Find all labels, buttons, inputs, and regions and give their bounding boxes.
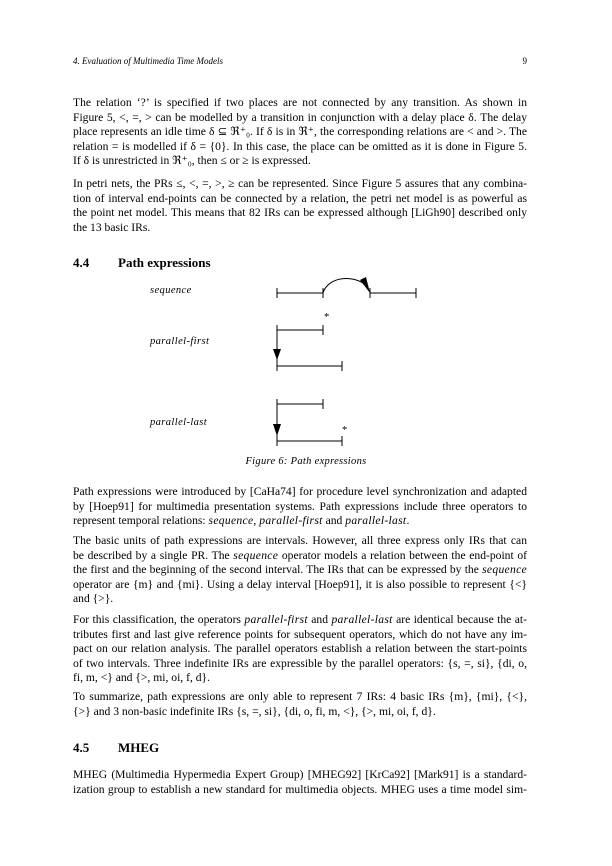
figure-caption: Figure 6: Path expressions	[245, 456, 367, 467]
asterisk-marker-first: *	[324, 312, 330, 323]
text-line	[73, 549, 527, 564]
text-line	[73, 613, 527, 628]
text-line	[73, 563, 527, 578]
chapter-title: 4. Evaluation of Multimedia Time Models	[73, 56, 223, 66]
paragraph-summary	[73, 690, 527, 719]
parallel-last-diagram	[277, 399, 342, 446]
text-span: the first and the beginning of the second interval. The IRs that can be expressed by the	[73, 563, 483, 577]
text-line: the point net model. This means that 82 IRs can be expressed although [LiGh90] described only	[73, 206, 527, 220]
text-span: For this classification, the operators	[73, 613, 245, 626]
arrow-head-icon	[360, 277, 370, 293]
paragraph-mheg	[73, 768, 527, 797]
text-line: place represents an idle time δ ⊆ ℜ⁺₀. If δ is in ℜ⁺, the corresponding relations are < and >. The	[73, 125, 527, 139]
text-line: of two intervals. Three indefinite IRs are expressible by the parallel operators: {s, =, si}, {di, o,	[73, 656, 527, 670]
section-number: 4.5	[73, 740, 90, 755]
text-line: Path expressions were introduced by [CaHa74] for procedure level synchronization and adapted	[73, 485, 527, 498]
term-sequence: sequence	[482, 563, 527, 577]
section-heading-4-5	[73, 740, 159, 756]
text-span: operator models a relation between the end-point of	[278, 548, 527, 562]
paragraph-basic-units	[73, 534, 527, 607]
text-line: To summarize, path expressions are only able to represent 7 IRs: 4 basic IRs {m}, {mi}, {<},	[73, 690, 527, 703]
text-span: and	[322, 514, 346, 528]
section-number: 4.4	[73, 255, 90, 270]
text-line: tion of interval end-points can be connected by a relation, the petri net model is as powerful as	[73, 191, 527, 205]
term-sequence: sequence	[208, 514, 254, 528]
text-line: ization group to establish a new standard for multimedia objects. MHEG uses a time model sim-	[73, 782, 527, 796]
text-line: by [Hoep91] for multimedia presentation systems. Path expressions include three operators to	[73, 499, 527, 513]
paragraph-path-expressions-intro	[73, 485, 527, 529]
term-parallel-first: parallel-first	[259, 514, 323, 528]
term-parallel-last: parallel-last	[345, 514, 407, 528]
text-line	[73, 514, 527, 529]
term-parallel-last: parallel-last	[331, 613, 393, 626]
figure-label-sequence: sequence	[150, 285, 192, 296]
text-line: The basic units of path expressions are intervals. However, all three express only IRs that can	[73, 534, 527, 547]
text-line: If δ is unrestricted in ℜ⁺₀, then ≤ or ≥ is expressed.	[73, 154, 311, 168]
text-line: the 13 basic IRs.	[73, 220, 151, 234]
text-line: The relation ‘?’ is specified if two places are not connected by any transition. As shown in	[73, 96, 527, 109]
text-line: relation = is modelled if δ = {0}. In this case, the place can be omitted as it is done in Figure 5.	[73, 139, 527, 153]
text-line: Figure 5, <, =, > can be modelled by a transition in conjunction with a delay place δ. The delay	[73, 110, 527, 124]
text-line: {>} and 3 non-basic indefinite IRs {s, =, si}, {di, o, fi, m, <}, {>, mi, oi, f, d}.	[73, 704, 436, 718]
text-line: pact on our relation analysis. The parallel operators establish a relation between the start-points	[73, 642, 527, 656]
asterisk-marker-last: *	[342, 425, 348, 436]
text-line: In petri nets, the PRs ≤, <, =, >, ≥ can be represented. Since Figure 5 assures that any combina-	[73, 177, 527, 190]
text-span: and	[307, 613, 332, 626]
term-parallel-first: parallel-first	[244, 613, 308, 626]
text-line: and {>}.	[73, 592, 114, 606]
figure-label-parallel-first: parallel-first	[150, 336, 210, 347]
term-sequence: sequence	[233, 548, 279, 562]
parallel-first-diagram	[277, 325, 342, 371]
text-span: are identical because the at-	[392, 613, 527, 626]
page-number: 9	[522, 56, 527, 66]
arrow-head-icon	[273, 349, 281, 360]
section-title: MHEG	[118, 740, 160, 755]
text-line: tributes first and last give reference points for subsequent operators, which do not have any im-	[73, 627, 527, 641]
paragraph-classification	[73, 613, 527, 686]
section-title: Path expressions	[118, 255, 211, 270]
text-span: ,	[253, 514, 260, 528]
text-line: MHEG (Multimedia Hypermedia Expert Group) [MHEG92] [KrCa92] [Mark91] is a standard-	[73, 768, 527, 781]
figure-label-parallel-last: parallel-last	[150, 417, 208, 428]
text-span: be described by a single PR. The	[73, 548, 234, 562]
text-line: fi, m, <} and {>, mi, oi, f, d}.	[73, 671, 211, 685]
text-line: operator are {m} and {mi}. Using a delay interval [Hoep91], it is also possible to represent {<}	[73, 577, 527, 591]
text-span: represent temporal relations:	[73, 514, 209, 528]
arrow-head-icon	[273, 424, 281, 436]
text-span: .	[406, 514, 410, 528]
sequence-diagram	[277, 278, 416, 298]
